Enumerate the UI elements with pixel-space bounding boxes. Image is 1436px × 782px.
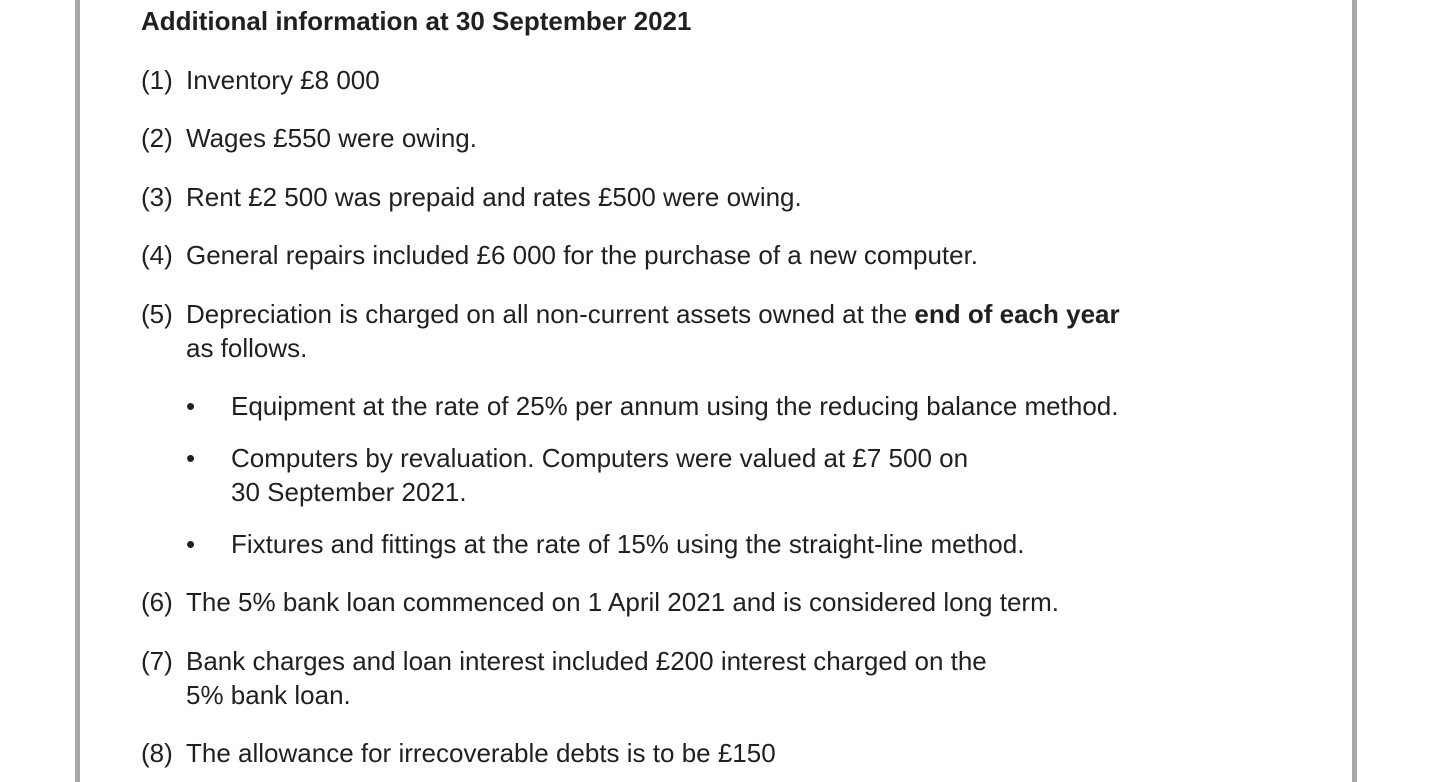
item-text-emphasis: end of each year bbox=[914, 299, 1120, 329]
item-text: General repairs included £6 000 for the purchase of a new computer. bbox=[186, 240, 979, 270]
bullet-text: Fixtures and fittings at the rate of 15% using the straight-line method. bbox=[231, 529, 1025, 559]
item-number: (6) bbox=[141, 587, 173, 617]
item-text: Rent £2 500 was prepaid and rates £500 were owing. bbox=[186, 182, 802, 212]
item-number: (2) bbox=[141, 123, 173, 153]
item-text: Inventory £8 000 bbox=[186, 65, 380, 95]
bullet-text: Equipment at the rate of 25% per annum using the reducing balance method. bbox=[231, 391, 1119, 421]
item-number: (7) bbox=[141, 646, 173, 676]
item-text bbox=[186, 297, 1120, 331]
item-number: (3) bbox=[141, 182, 173, 212]
item-text: Bank charges and loan interest included £200 interest charged on the bbox=[186, 646, 987, 676]
item-text: Wages £550 were owing. bbox=[186, 123, 477, 153]
item-number: (8) bbox=[141, 738, 173, 768]
item-number: (5) bbox=[141, 299, 173, 329]
bullet-text-continuation: 30 September 2021. bbox=[231, 477, 467, 507]
item-text: The allowance for irrecoverable debts is to be £150 bbox=[186, 738, 776, 768]
item-text-part: Depreciation is charged on all non-current assets owned at the bbox=[186, 299, 915, 329]
bullet-text: Computers by revaluation. Computers were valued at £7 500 on bbox=[231, 443, 969, 473]
bullet-symbol: • bbox=[186, 391, 196, 421]
bullet-symbol: • bbox=[186, 529, 196, 559]
item-text: The 5% bank loan commenced on 1 April 2021 and is considered long term. bbox=[186, 587, 1059, 617]
item-number: (1) bbox=[141, 65, 173, 95]
item-text-continuation: 5% bank loan. bbox=[186, 680, 351, 710]
item-number: (4) bbox=[141, 240, 173, 270]
item-text-continuation: as follows. bbox=[186, 333, 308, 363]
bullet-symbol: • bbox=[186, 443, 196, 473]
section-heading: Additional information at 30 September 2021 bbox=[141, 6, 692, 36]
